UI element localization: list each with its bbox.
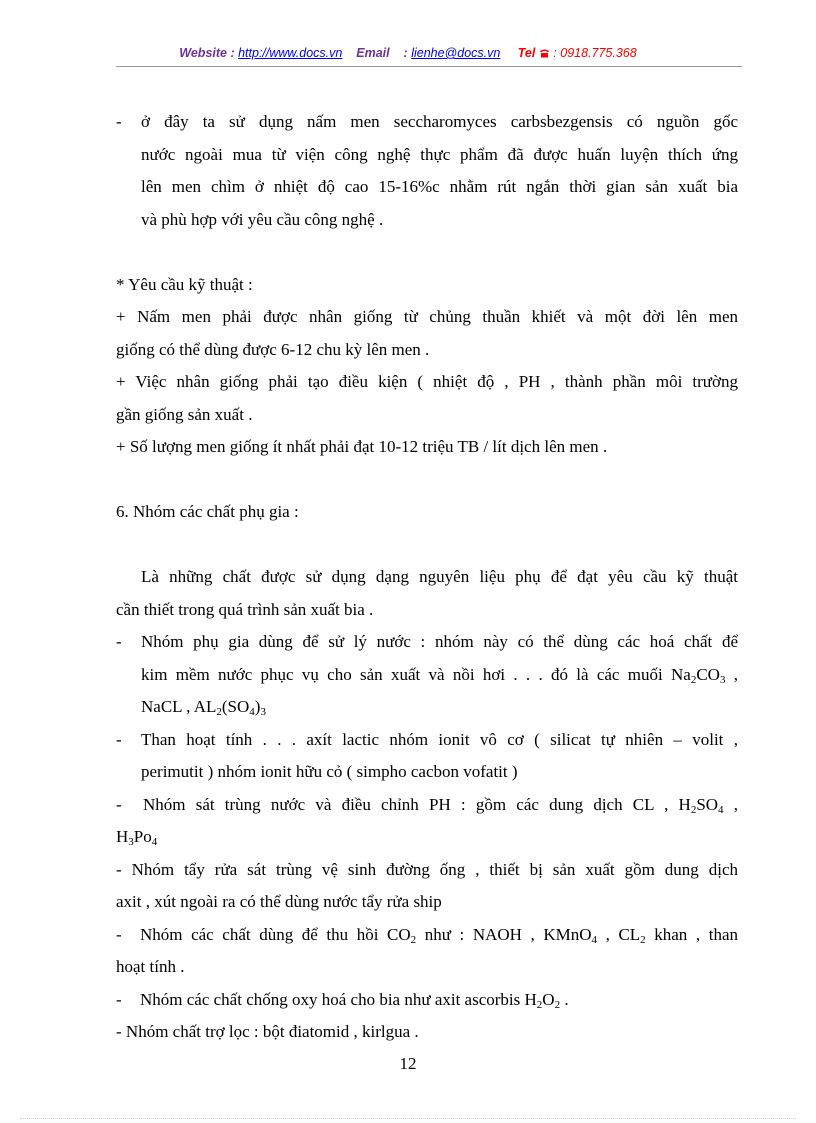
text-line: gần giống sản xuất . xyxy=(116,404,253,424)
bullet-dash: - xyxy=(116,112,122,131)
text-line: + Việc nhân giống phải tạo điều kiện ( nhiệt độ , PH , thành phần môi trường xyxy=(116,372,738,391)
text-line: nước ngoài mua từ viện công nghệ thực phẩm đã được huấn luyện thích ứng xyxy=(141,144,738,164)
website-link[interactable]: http://www.docs.vn xyxy=(238,46,343,60)
bullet-dash: - xyxy=(116,794,122,814)
text-line: axit , xút ngoài ra có thể dùng nước tẩy rửa ship xyxy=(116,892,442,911)
document-body xyxy=(116,106,738,1049)
email-colon: : xyxy=(403,46,408,60)
requirements-title: * Yêu cầu kỹ thuật : xyxy=(116,274,253,294)
text-line: perimutit ) nhóm ionit hữu cỏ ( simpho cacbon vofatit ) xyxy=(141,762,518,781)
bullet-dash: - xyxy=(116,632,122,651)
header-divider xyxy=(116,66,742,67)
text-line: NaCL , $AL_2(SO_4)_3$ xyxy=(141,697,266,718)
text-line: ở đây ta sử dụng nấm men seccharomyces carbsbezgensis có nguồn gốc xyxy=(141,112,738,131)
text-line: lên men chìm ở nhiệt độ cao 15-16%c nhằm rút ngắn thời gian sản xuất bia xyxy=(141,177,738,196)
text-line: Nhóm các chất dùng để thu hồi $CO_2$ như : NAOH , KMnO$_4$ , $CL_2$ khan , than xyxy=(140,924,738,946)
text-line: cần thiết trong quá trình sản xuất bia . xyxy=(116,599,374,619)
list-item: - Nhóm tẩy rửa sát trùng vệ sinh đường ống , thiết bị sản xuất gồm dung dịch xyxy=(116,859,738,879)
text-line: Là những chất được sử dụng dạng nguyên liệu phụ để đạt yêu cầu kỹ thuật xyxy=(141,567,738,586)
tel-value: : 0918.775.368 xyxy=(553,46,637,60)
list-item xyxy=(116,984,738,1017)
phone-icon xyxy=(539,48,550,58)
bullet-dash: - xyxy=(116,729,122,749)
email-link[interactable]: lienhe@docs.vn xyxy=(411,46,501,60)
list-item xyxy=(116,626,738,724)
list-item xyxy=(116,919,738,984)
page-header xyxy=(0,46,816,60)
text-line: $H_3Po_4$ xyxy=(116,827,158,848)
bullet-dash: - xyxy=(116,989,122,1009)
tel-label: Tel xyxy=(517,46,536,60)
text-line: và phù hợp với yêu cầu công nghệ . xyxy=(141,209,384,229)
page-bottom-border xyxy=(20,1118,796,1119)
text-line: + Số lượng men giống ít nhất phải đạt 10-12 triệu TB / lít dịch lên men . xyxy=(116,437,608,456)
page-number: 12 xyxy=(399,1054,417,1073)
text-line: hoạt tính . xyxy=(116,957,185,976)
list-item xyxy=(116,789,738,854)
list-item xyxy=(116,724,738,789)
bullet-dash: - xyxy=(116,924,122,944)
paragraph-yeast xyxy=(116,106,738,236)
text-line: Nhóm sát trùng nước và điều chỉnh PH : gồm các dung dịch CL , $H_2SO_4$ , xyxy=(143,794,738,816)
text-line: giống có thể dùng được 6-12 chu kỳ lên men . xyxy=(116,339,430,359)
website-label: Website : xyxy=(179,46,235,60)
text-line: Nhóm phụ gia dùng để sử lý nước : nhóm này có thể dùng các hoá chất để xyxy=(141,632,738,651)
email-label: Email xyxy=(356,46,390,60)
text-line: Nhóm các chất chống oxy hoá cho bia như axit ascorbis $H_2O_2$ . xyxy=(140,989,569,1011)
text-line: + Nấm men phải được nhân giống từ chủng thuần khiết và một đời lên men xyxy=(116,307,738,326)
list-item: - Nhóm chất trợ lọc : bột điatomid , kirlgua . xyxy=(116,1022,419,1041)
text-line: Than hoạt tính . . . axít lactic nhóm ionit vô cơ ( silicat tự nhiên – volit , xyxy=(141,729,738,749)
section-heading: 6. Nhóm các chất phụ gia : xyxy=(116,502,299,521)
text-line: kim mềm nước phục vụ cho sản xuất và nồi hơi . . . đó là các muối $Na_2CO_3$ , xyxy=(141,664,738,686)
